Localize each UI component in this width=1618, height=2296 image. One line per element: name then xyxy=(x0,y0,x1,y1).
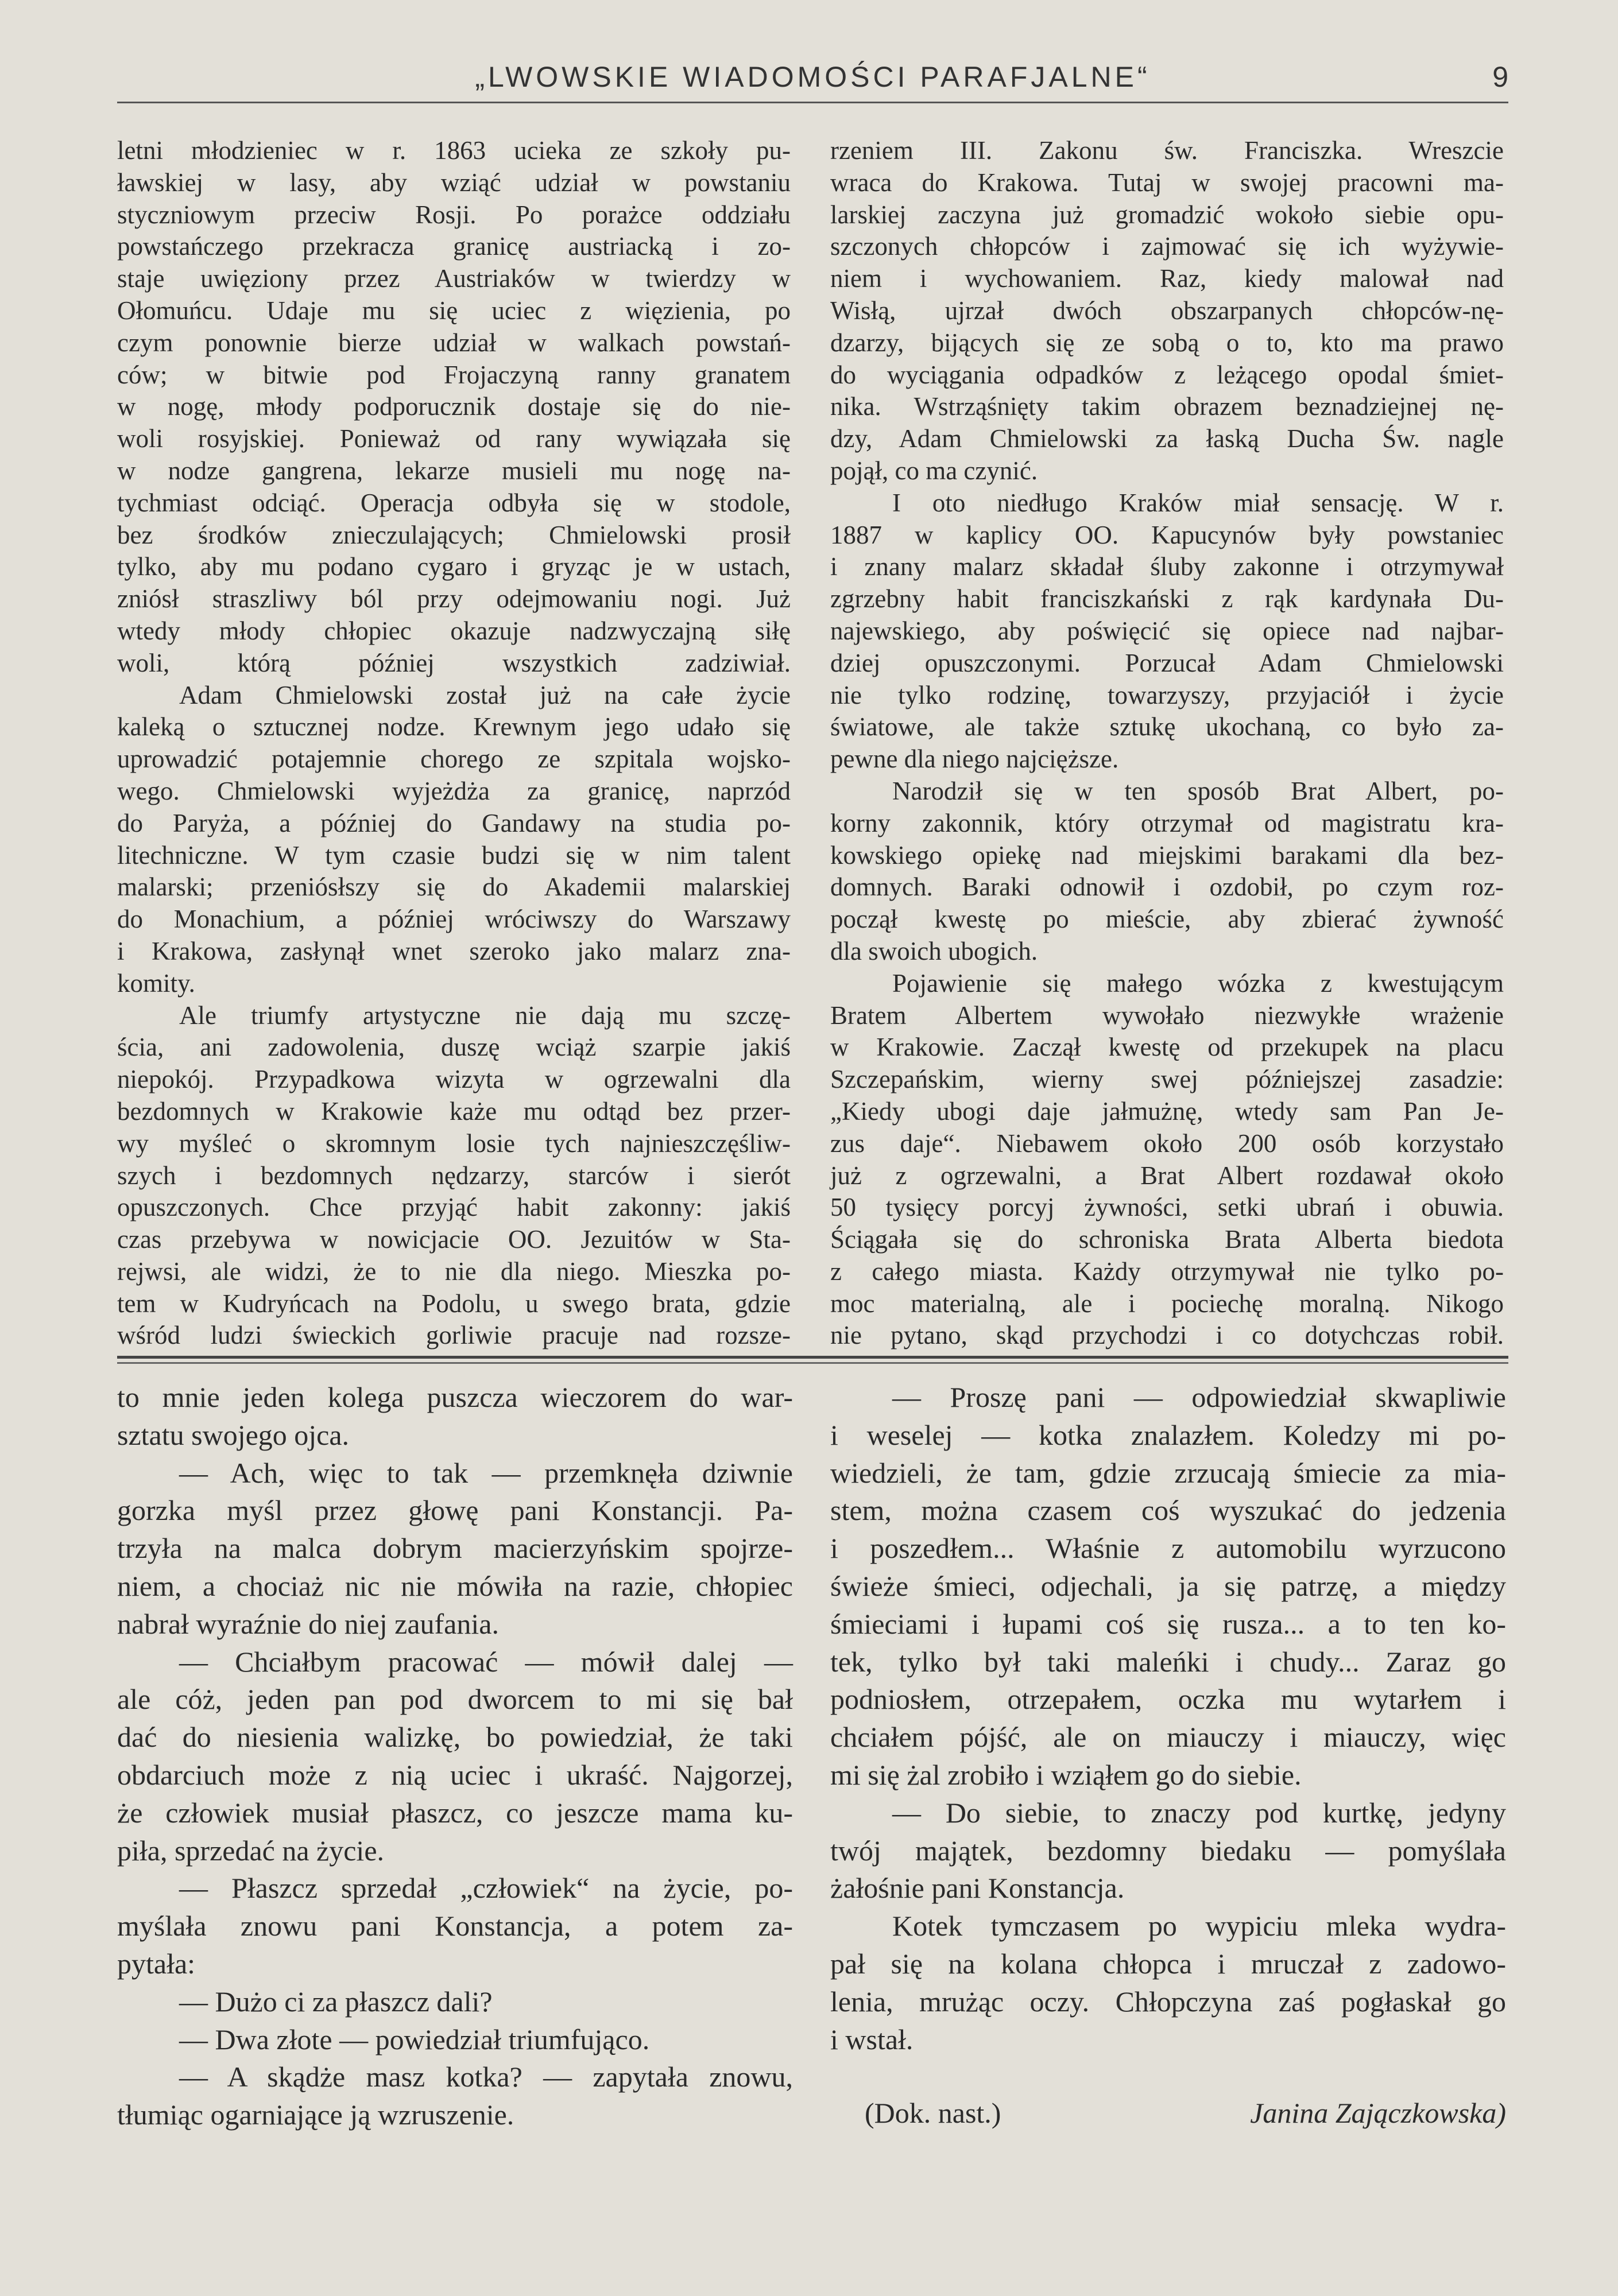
text-line: w nogę, młody podporucznik dostaje się do nie- xyxy=(117,392,791,421)
text-line: czym ponownie bierze udział w walkach powstań- xyxy=(117,328,791,357)
text-line: ławskiej w lasy, aby wziąć udział w powstaniu xyxy=(117,168,791,197)
text-line: do Paryża, a później do Gandawy na studia po- xyxy=(117,808,791,837)
text-line: bez środków znieczulających; Chmielowski prosił xyxy=(117,520,791,549)
text-line: tłumiąc ogarniające ją wzruszenie. xyxy=(117,2099,514,2131)
text-line: wraca do Krakowa. Tutaj w swojej pracowni ma- xyxy=(830,168,1504,197)
text-line: trzyła na malca dobrym macierzyńskim spojrze- xyxy=(117,1532,793,1565)
text-line: i Krakowa, zasłynął wnet szeroko jako malarz zna- xyxy=(117,936,791,965)
text-line: szczonych chłopców i zajmować się ich wyżywie- xyxy=(830,232,1504,261)
text-line: Kotek tymczasem po wypiciu mleka wydra- xyxy=(892,1910,1506,1942)
text-line: pał się na kolana chłopca i mruczał z zadowo- xyxy=(830,1947,1506,1980)
article-column-left xyxy=(117,135,791,1352)
text-line: komity. xyxy=(117,968,195,998)
text-line: tychmiast odciąć. Operacja odbyła się w stodole, xyxy=(117,488,791,517)
text-line: 50 tysięcy porcyj żywności, setki ubrań i obuwia. xyxy=(830,1193,1504,1222)
text-line: sztatu swojego ojca. xyxy=(117,1418,350,1451)
text-line: śmieciami i łupami coś się rusza... a to ten ko- xyxy=(830,1607,1506,1640)
section-divider xyxy=(117,1356,1508,1364)
running-header xyxy=(117,60,1508,103)
text-line: rzeniem III. Zakonu św. Franciszka. Wreszcie xyxy=(830,136,1504,165)
text-line: twój majątek, bezdomny biedaku — pomyślała xyxy=(830,1834,1506,1867)
text-line: dać do niesienia walizkę, bo powiedział, że taki xyxy=(117,1721,793,1754)
text-line: Bratem Albertem wywołało niezwykłe wrażenie xyxy=(830,1000,1504,1030)
text-line: w Krakowie. Zaczął kwestę od przekupek na placu xyxy=(830,1033,1504,1062)
text-line: Narodził się w ten sposób Brat Albert, po- xyxy=(892,776,1504,805)
text-line: do Monachium, a później wróciwszy do Warszawy xyxy=(117,905,791,934)
text-line: powstańczego przekracza granicę austriacką i zo- xyxy=(117,232,791,261)
text-line: że człowiek musiał płaszcz, co jeszcze mama ku- xyxy=(117,1796,793,1829)
text-line: zgrzebny habit franciszkański z rąk kardynała Du- xyxy=(830,584,1504,614)
text-line: opuszczonych. Chce przyjąć habit zakonny: jakiś xyxy=(117,1193,791,1222)
text-line: kaleką o sztucznej nodze. Krewnym jego udało się xyxy=(117,712,791,742)
text-line: — A skądże masz kotka? — zapytała znowu, xyxy=(179,2061,793,2093)
text-line: letni młodzieniec w r. 1863 ucieka ze szkoły pu- xyxy=(117,136,791,165)
text-line: pojął, co ma czynić. xyxy=(830,456,1038,485)
text-line: — Dwa złote — powiedział triumfująco. xyxy=(179,2023,650,2055)
text-line: I oto niedługo Kraków miał sensację. W r. xyxy=(892,488,1504,517)
text-line: — Chciałbym pracować — mówił dalej — xyxy=(179,1645,793,1678)
text-line: — Proszę pani — odpowiedział skwapliwie xyxy=(892,1381,1506,1413)
text-line: staje uwięziony przez Austriaków w twierdzy w xyxy=(117,264,791,293)
text-line: pytała: xyxy=(117,1947,196,1980)
text-line: i wstał. xyxy=(830,2023,913,2055)
text-line: i poszedłem... Właśnie z automobilu wyrzucono xyxy=(830,1532,1506,1565)
text-line: wiedzieli, że tam, gdzie zrzucają śmiecie za mia- xyxy=(830,1456,1506,1489)
text-line: do wyciągania odpadków z leżącego opodal śmiet- xyxy=(830,360,1504,389)
text-line: tem w Kudryńcach na Podolu, u swego brata, gdzie xyxy=(117,1289,791,1318)
text-line: uprowadzić potajemnie chorego ze szpitala wojsko- xyxy=(117,744,791,774)
story-column-left xyxy=(117,1379,793,2134)
text-line: podniosłem, otrzepałem, oczka mu wytarłem i xyxy=(830,1683,1506,1716)
journal-title: „LWOWSKIE WIADOMOŚCI PARAFJALNE“ xyxy=(475,61,1151,93)
text-line: dziej opuszczonymi. Porzucał Adam Chmielowski xyxy=(830,648,1504,677)
text-line: „Kiedy ubogi daje jałmużnę, wtedy sam Pan Je- xyxy=(830,1096,1504,1126)
text-line: pewne dla niego najcięższe. xyxy=(830,744,1119,774)
text-line: moc materialną, ale i pociechę moralną. Nikogo xyxy=(830,1289,1504,1318)
text-line: począł kwestę po mieście, aby zbierać żywność xyxy=(830,905,1504,934)
text-line: i znany malarz składał śluby zakonne i otrzymywał xyxy=(830,552,1504,581)
text-line: — Dużo ci za płaszcz dali? xyxy=(179,1985,493,2018)
page-number: 9 xyxy=(1492,61,1508,93)
text-line: piła, sprzedać na życie. xyxy=(117,1834,385,1867)
text-line: obdarciuch może z nią uciec i ukraść. Najgorzej, xyxy=(117,1758,793,1791)
text-line: Wisłą, ujrzał dwóch obszarpanych chłopców-nę- xyxy=(830,296,1504,325)
story-column-right xyxy=(830,1379,1506,2058)
text-line: Szczepańskim, wierny swej późniejszej zasadzie: xyxy=(830,1065,1504,1094)
text-line: nabrał wyraźnie do niej zaufania. xyxy=(117,1607,499,1640)
text-line: rejwsi, ale widzi, że to nie dla niego. Mieszka po- xyxy=(117,1256,791,1286)
text-line: kowskiego opiekę nad miejskimi barakami dla bez- xyxy=(830,840,1504,870)
text-line: Ściągała się do schroniska Brata Alberta biedota xyxy=(830,1225,1504,1254)
text-line: zus daje“. Niebawem około 200 osób korzystało xyxy=(830,1128,1504,1158)
text-line: to mnie jeden kolega puszcza wieczorem do war- xyxy=(117,1381,793,1413)
text-line: światowe, ale także sztukę ukochaną, co było za- xyxy=(830,712,1504,742)
text-line: styczniowym przeciw Rosji. Po porażce oddziału xyxy=(117,200,791,229)
text-line: dzy, Adam Chmielowski za łaską Ducha Św. nagle xyxy=(830,424,1504,453)
text-line: myślała znowu pani Konstancja, a potem za- xyxy=(117,1910,793,1942)
text-line: bezdomnych w Krakowie każe mu odtąd bez przer- xyxy=(117,1096,791,1126)
text-line: lenia, mrużąc oczy. Chłopczyna zaś pogłaskał go xyxy=(830,1985,1506,2018)
text-line: ale cóż, jeden pan pod dworcem to mi się bał xyxy=(117,1683,793,1716)
text-line: zniósł straszliwy ból przy odejmowaniu nogi. Już xyxy=(117,584,791,614)
article-column-right xyxy=(830,135,1504,1352)
text-line: i weselej — kotka znalazłem. Koledzy mi po- xyxy=(830,1418,1506,1451)
text-line: już z ogrzewalni, a Brat Albert rozdawał około xyxy=(830,1161,1504,1190)
text-line: nie pytano, skąd przychodzi i co dotychczas robił. xyxy=(830,1321,1504,1350)
text-line: niem, a chociaż nic nie mówiła na razie, chłopiec xyxy=(117,1569,793,1602)
text-line: dla swoich ubogich. xyxy=(830,936,1038,965)
text-line: wtedy młody chłopiec okazuje nadzwyczajną siłę xyxy=(117,616,791,645)
text-line: tek, tylko był taki maleńki i chudy... Zaraz go xyxy=(830,1645,1506,1678)
text-line: malarski; przeniósłszy się do Akademii malarskiej xyxy=(117,872,791,902)
text-line: wy myśleć o skromnym losie tych najnieszczęśliw- xyxy=(117,1128,791,1158)
text-line: ścia, ani zadowolenia, duszę wciąż szarpie jakiś xyxy=(117,1033,791,1062)
text-line: domnych. Baraki odnowił i ozdobił, po czym roz- xyxy=(830,872,1504,902)
text-line: najewskiego, aby poświęcić się opiece nad najbar- xyxy=(830,616,1504,645)
text-line: mi się żal zrobiło i wziąłem go do siebie. xyxy=(830,1758,1302,1791)
text-line: gorzka myśl przez głowę pani Konstancji. Pa- xyxy=(117,1494,793,1527)
text-line: woli rosyjskiej. Ponieważ od rany wywiązała się xyxy=(117,424,791,453)
text-line: Ale triumfy artystyczne nie dają mu szczę- xyxy=(179,1000,791,1030)
text-line: — Do siebie, to znaczy pod kurtkę, jedyny xyxy=(892,1796,1506,1829)
text-line: czas przebywa w nowicjacie OO. Jezuitów w Sta- xyxy=(117,1225,791,1254)
author-name: Janina Zajączkowska) xyxy=(1250,2097,1506,2129)
continued-note: (Dok. nast.) xyxy=(865,2097,1001,2129)
text-line: szych i bezdomnych nędzarzy, starców i sierót xyxy=(117,1161,791,1190)
text-line: żałośnie pani Konstancja. xyxy=(830,1872,1125,1905)
text-line: 1887 w kaplicy OO. Kapucynów były powstaniec xyxy=(830,520,1504,549)
text-line: larskiej zaczyna już gromadzić wokoło siebie opu- xyxy=(830,200,1504,229)
text-line: niem i wychowaniem. Raz, kiedy malował nad xyxy=(830,264,1504,293)
text-line: niepokój. Przypadkowa wizyta w ogrzewalni dla xyxy=(117,1065,791,1094)
text-line: wego. Chmielowski wyjeżdża za granicę, naprzód xyxy=(117,776,791,805)
text-line: — Płaszcz sprzedał „człowiek“ na życie, po- xyxy=(179,1872,793,1905)
text-line: Pojawienie się małego wózka z kwestującym xyxy=(892,968,1504,998)
text-line: stem, można czasem coś wyszukać do jedzenia xyxy=(830,1494,1506,1527)
text-line: wśród ludzi świeckich gorliwie pracuje nad rozsze- xyxy=(117,1321,791,1350)
text-line: dzarzy, bijących się ze sobą o to, kto ma prawo xyxy=(830,328,1504,357)
text-line: w nodze gangrena, lekarze musieli mu nogę na- xyxy=(117,456,791,485)
text-line: — Ach, więc to tak — przemknęła dziwnie xyxy=(179,1456,793,1489)
text-line: Ołomuńcu. Udaje mu się uciec z więzienia, po xyxy=(117,296,791,325)
text-line: świeże śmieci, odjechali, ja się patrzę, a między xyxy=(830,1569,1506,1602)
text-line: ców; w bitwie pod Frojaczyną ranny granatem xyxy=(117,360,791,389)
text-line: chciałem pójść, ale on miauczy i miauczy, więc xyxy=(830,1721,1506,1754)
text-line: Adam Chmielowski został już na całe życie xyxy=(179,680,791,709)
text-line: z całego miasta. Każdy otrzymywał nie tylko po- xyxy=(830,1256,1504,1286)
text-line: korny zakonnik, który otrzymał od magistratu kra- xyxy=(830,808,1504,837)
text-line: tylko, aby mu podano cygaro i gryząc je w ustach, xyxy=(117,552,791,581)
text-line: litechniczne. W tym czasie budzi się w nim talent xyxy=(117,840,791,870)
text-line: nie tylko rodzinę, towarzyszy, przyjaciół i życie xyxy=(830,680,1504,709)
text-line: woli, którą później wszystkich zadziwiał. xyxy=(117,648,791,677)
text-line: nika. Wstrząśnięty takim obrazem beznadziejnej nę- xyxy=(830,392,1504,421)
